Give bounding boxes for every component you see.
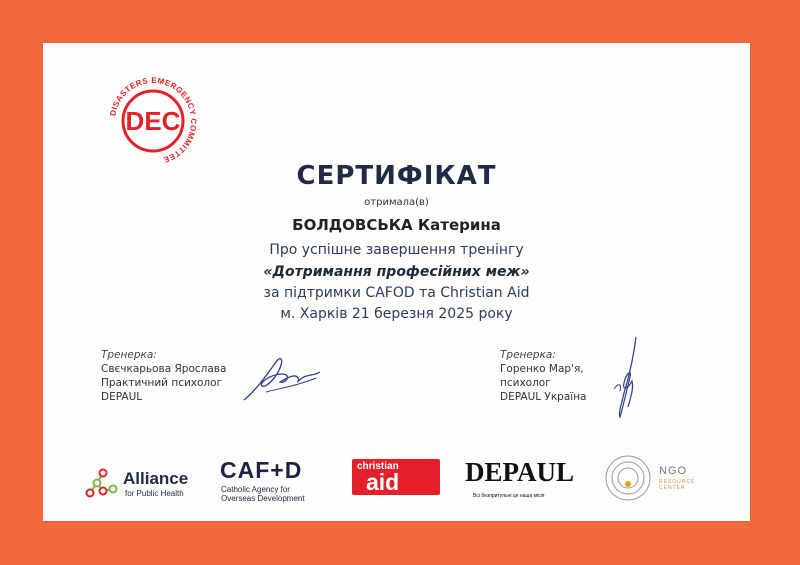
certificate-title: СЕРТИФІКАТ <box>296 161 497 191</box>
recipient-name: БОЛДОВСЬКА Катерина <box>292 216 501 234</box>
trainer-role: Тренерка: <box>101 349 157 361</box>
signature-2 <box>608 333 648 423</box>
ngo-sub: RESOURCE CENTER <box>659 479 696 491</box>
christian-aid-logo <box>352 459 442 499</box>
trainer-position: Практичний психолог <box>101 377 223 389</box>
support-text: за підтримки CAFOD та Christian Aid <box>263 285 530 301</box>
alliance-logo <box>85 463 195 499</box>
depaul-name: DEPAUL <box>465 457 575 487</box>
alliance-molecule-icon <box>85 465 121 501</box>
trainer-position: психолог <box>500 377 551 389</box>
completion-text: Про успішне завершення тренінгу <box>269 242 524 258</box>
trainer-block-2 <box>500 348 620 404</box>
partner-logos <box>43 451 750 507</box>
trainer-org: DEPAUL <box>101 391 143 403</box>
signature-1 <box>236 348 326 408</box>
alliance-name: Alliance <box>123 469 189 488</box>
dec-logo <box>103 71 203 171</box>
ngo-name: NGO <box>659 465 688 477</box>
cafod-sub: Catholic Agency for Overseas Development <box>221 485 305 503</box>
ngo-rings-icon <box>603 453 653 503</box>
christian-aid-big: aid <box>366 469 400 495</box>
trainer-block-1 <box>101 348 251 404</box>
depaul-sub: Всі безпритульні це наша місія <box>473 493 545 499</box>
trainer-role: Тренерка: <box>500 349 556 361</box>
received-label: отримала(в) <box>364 197 429 208</box>
christian-aid-small: christian <box>357 461 399 472</box>
trainer-name: Свєчкарьова Ярослава <box>101 363 227 375</box>
place-date: м. Харків 21 березня 2025 року <box>280 306 513 322</box>
ngo-resource-center-logo <box>603 453 713 503</box>
alliance-sub: for Public Health <box>125 489 184 498</box>
dec-letters: DEC <box>125 106 181 136</box>
trainer-org: DEPAUL Україна <box>500 391 587 403</box>
cafod-logo <box>220 457 330 503</box>
trainer-name: Горенко Мар'я, <box>500 363 584 375</box>
certificate-card <box>43 43 750 521</box>
depaul-logo <box>465 457 577 503</box>
svg-text:DISASTERS EMERGENCY COMMITTEE: DISASTERS EMERGENCY COMMITTEE <box>108 75 199 165</box>
course-title: «Дотримання професійних меж» <box>263 264 530 280</box>
cafod-name: CAF+D <box>220 457 303 483</box>
